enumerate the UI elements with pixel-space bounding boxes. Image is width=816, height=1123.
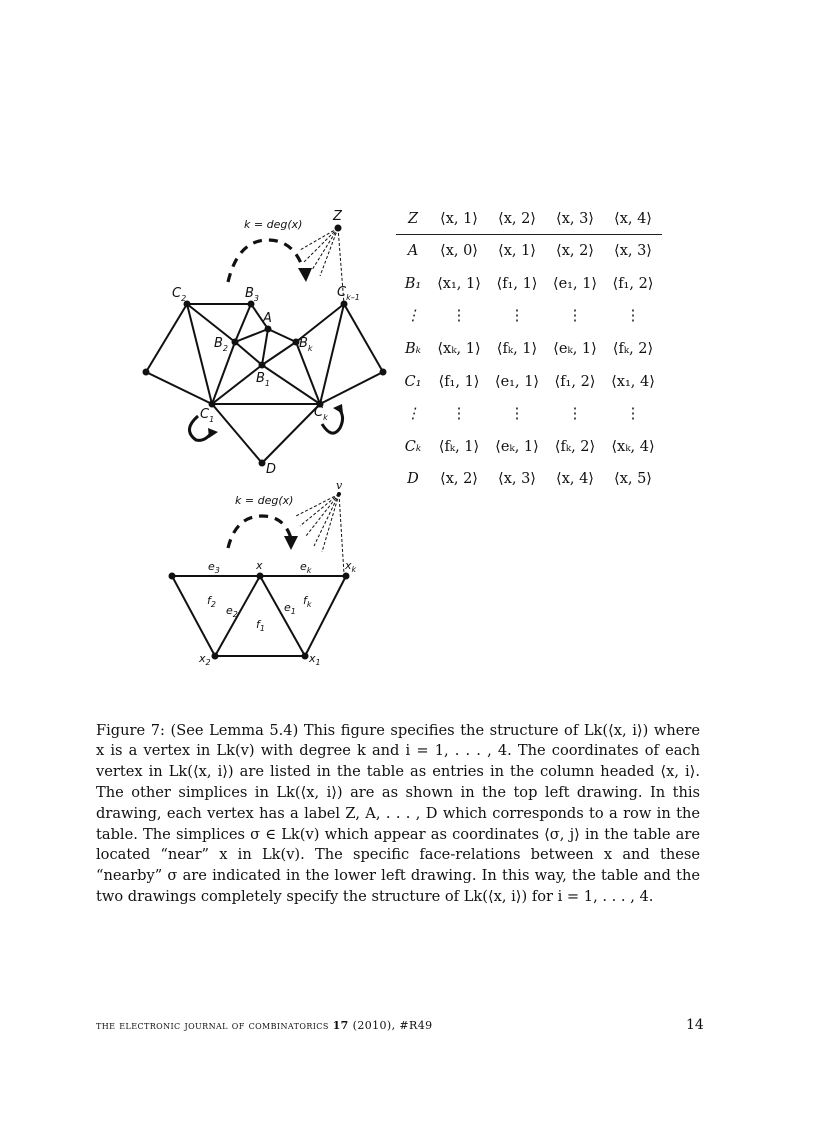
table-cell: ⟨x, 5⟩: [614, 471, 652, 488]
vertex-x: [257, 573, 264, 580]
page-number: 14: [686, 1017, 704, 1033]
table-row: [396, 300, 662, 333]
label-fk: $f_k$: [303, 594, 312, 609]
table-cell: ⟨fₖ, 1⟩: [438, 438, 480, 455]
vertex-x1: [302, 653, 309, 660]
label-b1: $B_1$: [256, 371, 271, 388]
table-cell: ⟨f₁, 2⟩: [612, 275, 654, 292]
label-bk: $B_k$: [299, 336, 313, 353]
table-row-label: A: [407, 243, 419, 260]
table-cell: ⟨eₖ, 1⟩: [495, 438, 539, 455]
table-cell: ⟨x, 0⟩: [440, 243, 478, 260]
coordinate-table: [396, 204, 662, 496]
label-x2: $x_2$: [199, 652, 211, 667]
table-cell: ⟨x₁, 4⟩: [611, 373, 655, 390]
top-link-drawing: [0, 0, 400, 480]
label-ck: $C_k$: [314, 405, 328, 422]
label-c1: $C_1$: [200, 407, 215, 424]
table-header-cell: ⟨x, 3⟩: [546, 204, 604, 235]
k-degree-label-bottom: k = deg(x): [235, 494, 294, 507]
degree-arc-top: [228, 240, 305, 282]
table-cell: ⟨x, 3⟩: [614, 243, 652, 260]
table-cell: ⟨fₖ, 2⟩: [554, 438, 596, 455]
table-row: [396, 235, 662, 268]
table-header-cell: ⟨x, 4⟩: [604, 204, 662, 235]
label-f2: $f_2$: [207, 594, 216, 609]
journal-volume: 17: [332, 1019, 349, 1032]
label-v: v: [336, 480, 343, 492]
label-ckm1: $C_{k-1}$: [337, 285, 360, 302]
table-header-cell: Z: [396, 204, 430, 235]
journal-year-id: (2010), #R49: [352, 1019, 433, 1032]
label-c2: $C_2$: [172, 286, 187, 303]
vertex-d: [259, 460, 266, 467]
table-header-cell: ⟨x, 1⟩: [430, 204, 488, 235]
label-f1: $f_1$: [256, 618, 265, 633]
label-x: x: [256, 559, 263, 572]
table-row: [396, 463, 662, 496]
table-row-label: ⋮: [405, 308, 421, 325]
journal-name: the electronic journal of combinatorics: [96, 1019, 329, 1032]
table-cell: ⋮: [567, 308, 583, 325]
label-b3: $B_3$: [245, 286, 260, 303]
rotation-arrow-ck-head: [333, 404, 343, 414]
table-cell: ⋮: [625, 308, 641, 325]
table-header-cell: ⟨x, 2⟩: [488, 204, 546, 235]
table-row: [396, 431, 662, 464]
table-row-label: Bₖ: [405, 341, 421, 358]
vertex-xk: [343, 573, 350, 580]
vertex-v: [337, 492, 341, 496]
table-cell: ⟨xₖ, 4⟩: [611, 438, 655, 455]
degree-arc-arrowhead-bottom: [284, 536, 298, 550]
table-cell: ⟨xₖ, 1⟩: [437, 341, 481, 358]
table-cell: ⋮: [509, 406, 525, 423]
table-cell: ⟨f₁, 2⟩: [554, 373, 596, 390]
figure-caption: Figure 7: (See Lemma 5.4) This figure specifies the structure of Lk(⟨x, i⟩) where x is a vertex in Lk(v) with degree k and i = 1, . . . , 4. The coordinates of each vertex in Lk(⟨x, i⟩) are listed in the table as entries in the column headed ⟨x, i⟩. The other simplices in Lk(⟨x, i⟩) are as shown in the top left drawing. In this drawing, each vertex has a label Z, A, . . . , D which corresponds to a row in the table. The simplices σ ∈ Lk(v) which appear as coordinates ⟨σ, j⟩ in the table are located “near” x in Lk(v). The specific face-relations between x and these “nearby” σ are indicated in the lower left drawing. In this way, the table and the two drawings completely specify the structure of Lk(⟨x, i⟩) for i = 1, . . . , 4.: [96, 721, 700, 905]
label-ek: $e_k$: [300, 560, 312, 575]
table-cell: ⟨x, 2⟩: [440, 471, 478, 488]
table-row-label: ⋮: [405, 406, 421, 423]
table-cell: ⋮: [625, 406, 641, 423]
table-row-label: B₁: [404, 275, 422, 292]
degree-arc-bottom: [228, 516, 292, 548]
vertex-x2: [212, 653, 219, 660]
table-row: [396, 268, 662, 301]
table-row-label: D: [407, 471, 419, 488]
degree-arc-arrowhead-top: [298, 268, 312, 282]
vertex-e3-end: [169, 573, 176, 580]
table-row: [396, 333, 662, 366]
rotation-arrow-c1-head: [208, 428, 218, 438]
label-a: A: [263, 311, 272, 326]
vertex-b1: [259, 362, 266, 369]
journal-footer: [96, 1019, 433, 1032]
label-d: D: [266, 462, 277, 477]
table-cell: ⟨fₖ, 2⟩: [612, 341, 654, 358]
label-z: Z: [333, 209, 342, 224]
table-row: [396, 398, 662, 431]
table-cell: ⋮: [509, 308, 525, 325]
vertex-c1: [209, 401, 216, 408]
table-row: [396, 365, 662, 398]
table-cell: ⟨x₁, 1⟩: [437, 275, 481, 292]
label-e2: $e_2$: [226, 604, 238, 619]
label-x1: $x_1$: [309, 652, 321, 667]
table-cell: ⟨e₁, 1⟩: [494, 373, 540, 390]
table-cell: ⟨f₁, 1⟩: [438, 373, 480, 390]
table-cell: ⟨x, 2⟩: [556, 243, 594, 260]
table-cell: ⟨fₖ, 1⟩: [496, 341, 538, 358]
k-degree-label-top: k = deg(x): [244, 218, 303, 231]
table-cell: ⟨x, 4⟩: [556, 471, 594, 488]
table-header-row: [396, 204, 662, 235]
bottom-graph-edges: [172, 576, 346, 656]
table-cell: ⋮: [451, 308, 467, 325]
table-row-label: C₁: [404, 373, 422, 390]
table-cell: ⋮: [451, 406, 467, 423]
table-cell: ⟨x, 3⟩: [498, 471, 536, 488]
bottom-link-drawing: [0, 480, 400, 680]
table-cell: ⟨e₁, 1⟩: [552, 275, 598, 292]
table-row-label: Cₖ: [404, 438, 422, 455]
table-cell: ⋮: [567, 406, 583, 423]
vertex-b2: [232, 339, 239, 346]
vertex-a: [265, 326, 272, 333]
label-b2: $B_2$: [214, 336, 229, 353]
label-e3: $e_3$: [208, 560, 220, 575]
vertex-left: [143, 369, 150, 376]
vertex-right: [380, 369, 387, 376]
vertex-z: [335, 225, 342, 232]
table-cell: ⟨x, 1⟩: [498, 243, 536, 260]
label-e1: $e_1$: [284, 601, 296, 616]
table-cell: ⟨f₁, 1⟩: [496, 275, 538, 292]
label-xk: $x_k$: [345, 559, 357, 574]
table-cell: ⟨eₖ, 1⟩: [553, 341, 597, 358]
